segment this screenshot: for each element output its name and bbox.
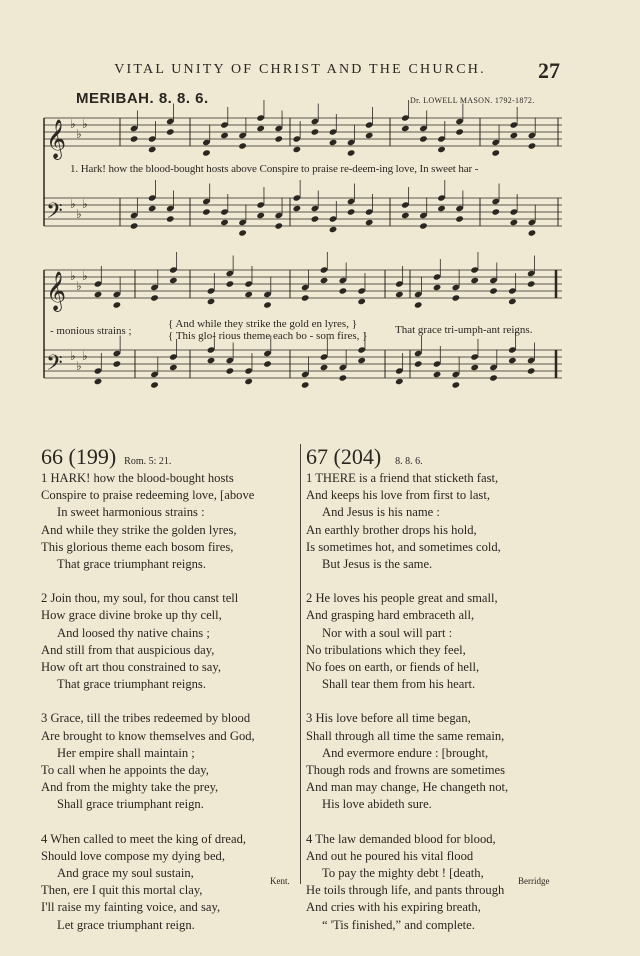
lyric-line-2-alternates [168,318,367,342]
note-head [414,360,423,367]
verse-line: But Jesus is the same. [322,557,433,572]
note-head [202,149,211,156]
lyric-alt-a: { And while they strike the gold en lyres, } [168,318,357,330]
flat-sign: ♭ [76,207,82,221]
note-head [527,280,536,287]
note-head [320,277,329,284]
bass-clef: 𝄢 [46,199,63,229]
verse-line: Should love compose my dying bed, [41,848,225,863]
note-head [244,291,253,298]
stanza-gap [306,814,606,831]
note-head [148,146,157,153]
flat-sign: ♭ [76,279,82,293]
verse-line: And keeps his love from first to last, [306,488,490,503]
verse-line: How oft art thou constrained to say, [41,660,222,675]
note-head [491,208,500,215]
note-head [256,125,265,132]
note-head [220,132,229,139]
running-head: VITAL UNITY OF CHRIST AND THE CHURCH. [114,62,486,77]
verse-line: Let grace triumphant reign. [57,917,195,932]
verse-line: And loosed thy native chains ; [57,625,210,640]
verse-line: Nor with a soul will part : [322,625,453,640]
verse-line: 2 He loves his people great and small, [306,591,498,606]
note-head [202,208,211,215]
verse-line: No foes on earth, or fiends of hell, [306,660,480,675]
note-head [491,149,500,156]
verse-line: I'll raise my fainting voice, and say, [41,900,221,915]
note-head [244,378,253,385]
hymn-67-text [306,470,606,934]
note-head [455,128,464,135]
note-head [256,212,265,219]
verse-line: To call when he appoints the day, [41,763,209,778]
verse-line: And evermore endure : [brought, [322,745,489,760]
note-head [301,381,310,388]
note-head [347,149,356,156]
verse-line: And still from that auspicious day, [41,642,215,657]
hymn-66-reference: Rom. 5: 21. [124,456,172,467]
note-head [401,125,410,132]
note-head [357,298,366,305]
stanza-gap [41,693,303,710]
flat-sign: ♭ [76,359,82,373]
note-head [274,222,283,229]
note-head [489,287,498,294]
verse-line: And grasping hard embraceth all, [306,608,475,623]
stanza-gap [306,693,606,710]
hymn-66-text [41,470,303,934]
note-head [452,381,461,388]
verse-line: Shall grace triumphant reign. [57,797,204,812]
verse-line: And from the mighty take the prey, [41,780,219,795]
note-head [150,381,159,388]
hymn-67-heading [306,444,423,470]
lyric-line-1: 1. Hark! how the blood-bought hosts above Conspire to praise re-deem-ing love, In sweet har - [70,163,479,175]
note-head [148,205,157,212]
verse-line: Then, ere I quit this mortal clay, [41,883,203,898]
composer-credit: Dr. LOWELL MASON. 1792-1872. [410,96,535,105]
hymn-67-meter: 8. 8. 6. [395,456,423,467]
note-head [329,226,338,233]
note-head [455,215,464,222]
verse-line: 4 When called to meet the king of dread, [41,831,247,846]
note-head [207,298,216,305]
verse-line: An earthly brother drops his hold, [306,522,477,537]
note-head [470,277,479,284]
flat-sign: ♭ [70,197,76,211]
note-head [419,135,428,142]
note-head [452,294,461,301]
verse-line: In sweet harmonious strains : [57,505,205,520]
treble-clef: 𝄞 [46,119,67,159]
stanza-gap [306,573,606,590]
flat-sign: ♭ [82,349,88,363]
verse-line: Shall tear them from his heart. [322,677,476,692]
verse-line: To pay the mighty debt ! [death, [322,866,484,881]
verse-line: This glorious theme each bosom fires, [41,539,234,554]
note-head [357,357,366,364]
note-head [320,364,329,371]
verse-line: And while they strike the golden lyres, [41,522,237,537]
note-head [401,212,410,219]
note-head [339,287,348,294]
verse-line: How grace divine broke up thy cell, [41,608,222,623]
verse-line: That grace triumphant reigns. [57,677,206,692]
note-head [94,291,103,298]
note-head [238,142,247,149]
page-number: 27 [538,58,560,83]
note-head [528,142,537,149]
note-head [419,222,428,229]
lyric-line-2-end: That grace tri-umph-ant reigns. [395,324,533,336]
verse-line: Is sometimes hot, and sometimes cold, [306,539,501,554]
note-head [207,357,216,364]
verse-line: His love abideth sure. [322,797,432,812]
verse-line: 2 Join thou, my soul, for thou canst tell [41,591,239,606]
verse-line: Shall through all time the same remain, [306,728,505,743]
flat-sign: ♭ [82,197,88,211]
note-head [508,357,517,364]
verse-line: He toils through life, and pants through [306,883,505,898]
note-head [433,284,442,291]
note-head [329,139,338,146]
note-head [527,367,536,374]
note-head [311,215,320,222]
note-head [220,219,229,226]
flat-sign: ♭ [82,269,88,283]
note-head [166,128,175,135]
flat-sign: ♭ [70,349,76,363]
verse-line: 1 THERE is a friend that sticketh fast, [306,471,499,485]
tune-name: MERIBAH. 8. 8. 6. [76,90,209,107]
note-head [238,229,247,236]
note-head [489,374,498,381]
lyric-alt-b: { This glo- rious theme each bo - som fires, } [168,330,368,342]
note-head [470,364,479,371]
note-head [169,364,178,371]
verse-line: Her empire shall maintain ; [57,745,195,760]
hymn-66-heading [41,444,171,470]
note-head [94,378,103,385]
note-head [293,146,302,153]
note-head [293,205,302,212]
lyric-line-2-start: - monious strains ; [50,325,132,337]
note-head [437,205,446,212]
note-head [226,367,235,374]
verse-line: And man may change, He changeth not, [306,780,509,795]
flat-sign: ♭ [70,269,76,283]
note-head [166,215,175,222]
verse-line: 4 The law demanded blood for blood, [306,831,496,846]
verse-line: Are brought to know themselves and God, [41,728,255,743]
music-score [0,0,640,420]
verse-line: And Jesus is his name : [322,505,440,520]
verse-line: And cries with his expiring breath, [306,900,481,915]
stanza-gap [41,573,303,590]
flat-sign: ♭ [70,117,76,131]
note-head [528,229,537,236]
verse-line: 3 Grace, till the tribes redeemed by blood [41,711,251,726]
note-head [113,360,122,367]
verse-line: Conspire to praise redeeming love, [above [41,488,255,503]
verse-line: And out he poured his vital flood [306,848,474,863]
verse-line: That grace triumphant reigns. [57,557,206,572]
hymn-66-author: Kent. [270,876,290,886]
note-head [150,294,159,301]
note-head [365,219,374,226]
note-head [130,222,139,229]
treble-clef: 𝄞 [46,271,67,311]
verse-line: 3 His love before all time began, [306,711,471,726]
note-head [274,135,283,142]
verse-line: 1 HARK! how the blood-bought hosts [41,471,234,485]
note-head [347,208,356,215]
verse-line: No tribulations which they feel, [306,642,466,657]
note-head [169,277,178,284]
verse-line: Though rods and frowns are sometimes [306,763,506,778]
verse-line: And grace my soul sustain, [57,866,194,881]
note-head [365,132,374,139]
note-head [339,374,348,381]
note-head [437,146,446,153]
hymn-67-author: Berridge [518,876,550,886]
note-head [395,378,404,385]
note-head [263,301,272,308]
hymn-67-number: 67 (204) [306,444,382,469]
note-head [311,128,320,135]
note-head [414,301,423,308]
note-head [263,360,272,367]
note-head [508,298,517,305]
note-head [301,294,310,301]
note-head [510,132,519,139]
stanza-gap [41,814,303,831]
bass-clef: 𝄢 [46,351,63,381]
note-head [113,301,122,308]
hymn-66-number: 66 (199) [41,444,117,469]
flat-sign: ♭ [82,117,88,131]
verse-line: “ 'Tis finished,” and complete. [322,917,475,932]
note-head [130,135,139,142]
note-head [395,291,404,298]
note-head [510,219,519,226]
flat-sign: ♭ [76,127,82,141]
note-head [433,371,442,378]
note-head [226,280,235,287]
